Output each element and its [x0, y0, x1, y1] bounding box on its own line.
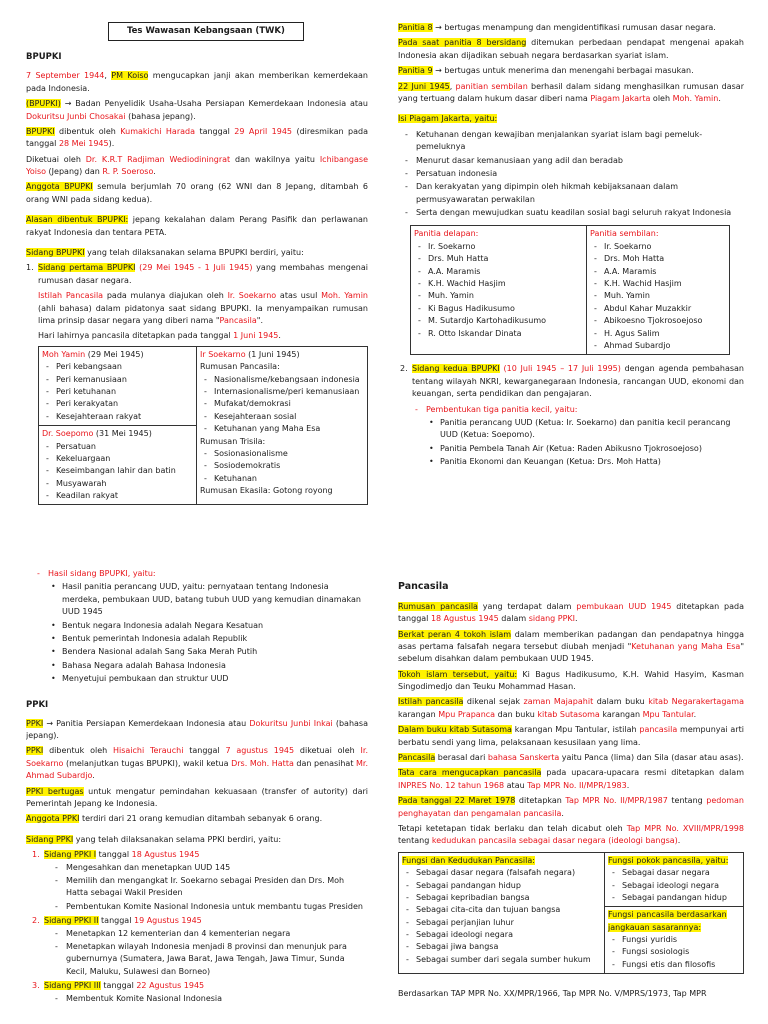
panitia-8-sidang: Pada saat panitia 8 bersidang ditemukan perbedaan pendapat mengenai apakah Indonesia akan dijadikan sebuah negara berdasarkan syariat islam.	[398, 38, 744, 60]
list-item: - Muh. Yamin	[604, 290, 726, 302]
list-item: - Pembentukan Komite Nasional Indonesia untuk membantu tugas Presiden	[66, 901, 368, 913]
list-item: - Sebagai dasar negara	[622, 867, 740, 879]
list-item: - Sosiodemokratis	[214, 460, 364, 472]
sidang-bpupki-1: 1. Sidang pertama BPUPKI (29 Mei 1945 - 1 Juli 1945) yang membahas mengenai rumusan dasar negara. Istilah Pancasila pada mulanya diajukan oleh Ir. Soekarno atas usul Moh. Yamin (ahli bahasa) dalam pidatonya saat sidang BPUPKI. Ia menyampaikan rumusan lima prinsip dasar negara yang diberi nama "Pancasila". Hari lahirnya pancasila ditetapkan pada tanggal 1 Juni 1945.	[38, 262, 368, 342]
list-item: - Persatuan indonesia	[416, 168, 744, 180]
ppki-para-2: PPKI dibentuk oleh Hisaichi Terauchi tanggal 7 agustus 1945 diketuai oleh Ir. Soekarno (melanjutkan tugas BPUPKI), wakil ketua Drs. Moh. Hatta dan penasihat Mr. Ahmad Subardjo.	[26, 746, 368, 781]
list-item: - Ki Bagus Hadikusumo	[428, 303, 583, 315]
sidang-ppki-1: 1. Sidang PPKI I tanggal 18 Agustus 1945 - Mengesahkan dan menetapkan UUD 145 - Memilih dan mengangkat Ir. Soekarno sebagai Presiden dan Drs. Moh Hatta sebagai Wakil Presiden - Pembentukan Komite Nasional Indonesia untuk membantu tugas Presiden	[44, 849, 368, 913]
list-item: • Panitia Ekonomi dan Keuangan (Ketua: Drs. Moh Hatta)	[440, 456, 744, 468]
pancasila-heading: Pancasila	[398, 581, 449, 592]
fungsi-jangkauan-list	[608, 934, 740, 971]
list-item: - Ahmad Subardjo	[604, 340, 726, 352]
isi-piagam-list	[398, 129, 744, 220]
panitia-delapan-cell: Panitia delapan: - Ir. Soekarno - Drs. Muh Hatta - A.A. Maramis - K.H. Wachid Hasjim - Muh. Yamin - Ki Bagus Hadikusumo - M. Sutardjo Kartohadikusumo - R. Otto Iskandar Dinata	[411, 226, 587, 355]
list-item: - Sebagai dasar negara (falsafah negara)	[416, 867, 601, 879]
bpupki-para-6: Alasan dibentuk BPUPKI: jepang kekalahan dalam Perang Pasifik dan perlawanan rakyat Indonesia dan tentara PETA.	[26, 215, 368, 237]
list-item: - Sosionasionalisme	[214, 448, 364, 460]
list-item: - Sebagai ideologi negara	[622, 880, 740, 892]
list-item: - H. Agus Salim	[604, 328, 726, 340]
page-top-left	[26, 22, 368, 530]
pancasila-q4: Istilah pancasila dikenal sejak zaman Majapahit dalam buku kitab Negarakertagama karangan Mpu Prapanca dan buku kitab Sutasoma karangan Mpu Tantular.	[398, 697, 744, 719]
page-title: Tes Wawasan Kebangsaan (TWK)	[108, 22, 304, 41]
list-item: - Drs. Moh Hatta	[604, 253, 726, 265]
list-item: - Sebagai sumber dari segala sumber hukum	[416, 954, 601, 966]
list-item: - Keadilan rakyat	[56, 490, 193, 502]
soekarno-pancasila-list	[200, 374, 364, 436]
list-item: - Menurut dasar kemanusiaan yang adil dan beradab	[416, 155, 744, 167]
soekarno-cell: Ir Soekarno (1 Juni 1945) Rumusan Pancasila: - Nasionalisme/kebangsaan indonesia - Internasionalisme/peri kemanusiaan - Mufakat/demokrasi - Kesejahteraan sosial - Ketuhanan yang Maha Esa Rumusan Trisila: - Sosionasionalisme - Sosiodemokratis - Ketuhanan Rumusan Ekasila: Gotong royong	[197, 346, 368, 505]
list-item: - K.H. Wachid Hasjim	[428, 278, 583, 290]
list-item: - Menetapkan wilayah Indonesia menjadi 8 provinsi dan menunjuk para gubernurnya (Sumatera, Jawa Barat, Jawa Tengah, Jawa Timur, Sunda Kecil, Maluku, Sulawesi dan Borneo)	[66, 941, 368, 978]
list-item: - Musyawarah	[56, 478, 193, 490]
list-item: • Bentuk pemerintah Indonesia adalah Republik	[62, 633, 368, 645]
panitia-9: Panitia 9 → bertugas untuk menerima dan menengahi berbagai masukan.	[398, 66, 694, 76]
list-item: • Bendera Nasional adalah Sang Saka Merah Putih	[62, 646, 368, 658]
list-item: • Menyetujui pembukaan dan struktur UUD	[62, 673, 368, 685]
list-item: - Internasionalisme/peri kemanusiaan	[214, 386, 364, 398]
list-item: - Sebagai cita-cita dan tujuan bangsa	[416, 904, 601, 916]
list-item: - Menetapkan 12 kementerian dan 4 kementerian negara	[66, 928, 368, 940]
list-item: - Ketuhanan dengan kewajiban menjalankan syariat islam bagi pemeluk-pemeluknya	[416, 129, 744, 154]
panitia-table	[410, 225, 730, 355]
list-item: - Serta dengan mewujudkan suatu keadilan sosial bagi seluruh rakyat Indonesia	[416, 207, 744, 219]
sidang-ppki-3: 3. Sidang PPKI III tanggal 22 Agustus 1945 - Membentuk Komite Nasional Indonesia	[44, 980, 368, 1005]
rumusan-table	[38, 346, 368, 506]
list-item: - Membentuk Komite Nasional Indonesia	[66, 993, 368, 1005]
list-item: • Hasil panitia perancang UUD, yaitu: pernyataan tentang Indonesia merdeka, pembukaan UUD, batang tubuh UUD yang kemudian dinamakan UUD 1945	[62, 581, 368, 618]
pancasila-q5: Dalam buku kitab Sutasoma karangan Mpu Tantular, istilah pancasila mempunyai arti berbatu sendi yang lima, pelaksanaan kesusilaan yang lima.	[398, 725, 744, 747]
istilah-pancasila: Istilah Pancasila pada mulanya diajukan oleh Ir. Soekarno atas usul Moh. Yamin (ahli bahasa) dalam pidatonya saat sidang BPUPKI. Ia menyampaikan rumusan lima prinsip dasar negara yang diberi nama "Pancasila".	[38, 291, 368, 325]
list-item: - Keseimbangan lahir dan batin	[56, 465, 193, 477]
pancasila-q2: Berkat peran 4 tokoh islam dalam memberikan padangan dan pendapatnya hingga asas pertama falsafah negara tersebut diubah menjadi "Ketuhanan yang Maha Esa" sebelum disahkan dalam pembukaan UUD 1945.	[398, 629, 744, 664]
list-item: - M. Sutardjo Kartohadikusumo	[428, 315, 583, 327]
hasil-sidang-list	[26, 581, 368, 685]
list-item: - Persatuan	[56, 441, 193, 453]
page-bottom-left	[26, 568, 368, 1024]
pancasila-q1: Rumusan pancasila yang terdapat dalam pembukaan UUD 1945 ditetapkan pada tanggal 18 Agustus 1945 dalam sidang PPKI.	[398, 601, 744, 624]
list-item: - Kesejahteraan sosial	[214, 411, 364, 423]
pancasila-q9: Tetapi ketetapan tidak berlaku dan telah dicabut oleh Tap MPR No. XVIII/MPR/1998 tentang kedudukan pancasila sebagai dasar negara (ideologi bangsa).	[398, 823, 744, 846]
bpupki-para-7: Sidang BPUPKI yang telah dilaksanakan selama BPUPKI berdiri, yaitu:	[26, 248, 304, 258]
list-item: - Ketuhanan yang Maha Esa	[214, 423, 364, 435]
pancasila-q3: Tokoh islam tersebut, yaitu: Ki Bagus Hadikusumo, K.H. Wahid Hasyim, Kasman Singodimedjo dan Teuku Mohammad Hasan.	[398, 669, 744, 692]
list-item: - Abikoesno Tjokrosoejoso	[604, 315, 726, 327]
list-item: - Sebagai jiwa bangsa	[416, 941, 601, 953]
list-item: • Bentuk negara Indonesia adalah Negara Kesatuan	[62, 620, 368, 632]
sidang-bpupki-list	[26, 262, 368, 342]
list-item: - Mengesahkan dan menetapkan UUD 145	[66, 862, 368, 874]
list-item: - Dan kerakyatan yang dipimpin oleh hikmah kebijaksanaan dalam permusyawaratan perwakilan	[416, 181, 744, 206]
list-item: - Mufakat/demokrasi	[214, 398, 364, 410]
fungsi-pokok-cell: Fungsi pokok pancasila, yaitu: - Sebagai dasar negara - Sebagai ideologi negara - Sebagai pandangan hidup	[605, 852, 744, 907]
list-item: - Drs. Muh Hatta	[428, 253, 583, 265]
list-item: - R. Otto Iskandar Dinata	[428, 328, 583, 340]
panitia-8: Panitia 8 → bertugas menampung dan mengidentifikasi rumusan dasar negara.	[398, 23, 716, 32]
list-item: - Ketuhanan	[214, 473, 364, 485]
page-top-right	[398, 22, 744, 530]
soekarno-trisila-list	[200, 448, 364, 485]
fungsi-kedudukan-list	[402, 867, 601, 966]
list-item: - Fungsi yuridis	[622, 934, 740, 946]
list-item: - Peri kerakyatan	[56, 398, 193, 410]
list-item: - Sebagai pandangan hidup	[416, 880, 601, 892]
ppki-para-5: Sidang PPKI yang telah dilaksanakan selama PPKI berdiri, yaitu:	[26, 834, 282, 844]
soepomo-cell: Dr. Soepomo (31 Mei 1945) - Persatuan - Kekeluargaan - Keseimbangan lahir dan batin - Musyawarah - Keadilan rakyat	[39, 426, 197, 505]
list-item: • Bahasa Negara adalah Bahasa Indonesia	[62, 660, 368, 672]
bpupki-para-5: Anggota BPUPKI semula berjumlah 70 orang (62 WNI dan 8 Jepang, ditambah 6 orang WNI pada sidang kedua).	[26, 182, 368, 204]
ppki-heading: PPKI	[26, 699, 49, 710]
list-item: - Peri kemanusiaan	[56, 374, 193, 386]
list-item: - A.A. Maramis	[604, 266, 726, 278]
sidang-ppki-list	[26, 849, 368, 1005]
panitia-delapan-list	[414, 241, 583, 340]
panitia-9-hasil: 22 Juni 1945, panitian sembilan berhasil dalam sidang menghasilkan rumusan dasar yang tertuang dalam hukum dasar diberi nama Piagam Jakarta oleh Moh. Yamin.	[398, 81, 744, 103]
bpupki-para-3: BPUPKI dibentuk oleh Kumakichi Harada tanggal 29 April 1945 (diresmikan pada tanggal 28 Mei 1945).	[26, 126, 368, 149]
bpupki-heading: BPUPKI	[26, 52, 62, 63]
list-item: - Ir. Soekarno	[428, 241, 583, 253]
list-item: - Sebagai kepribadian bangsa	[416, 892, 601, 904]
list-item: - Memilih dan mengangkat Ir. Soekarno sebagai Presiden dan Drs. Moh Hatta sebagai Wakil Presiden	[66, 875, 368, 900]
page-bottom-right	[398, 578, 744, 1024]
list-item: - Sebagai pandangan hidup	[622, 892, 740, 904]
yamin-list	[42, 361, 193, 423]
sidang-bpupki-list-2	[398, 363, 744, 400]
list-item: - K.H. Wachid Hasjim	[604, 278, 726, 290]
list-item: - Sebagai ideologi negara	[416, 929, 601, 941]
list-item: - Peri ketuhanan	[56, 386, 193, 398]
fungsi-pokok-list	[608, 867, 740, 904]
bpupki-para-4: Diketuai oleh Dr. K.R.T Radjiman Wediodiningrat dan wakilnya yaitu Ichibangase Yoiso (Jepang) dan R. P. Soeroso.	[26, 154, 368, 177]
hasil-label: - Hasil sidang BPUPKI, yaitu:	[26, 568, 368, 580]
fungsi-kedudukan-cell: Fungsi dan Kedudukan Pancasila: - Sebagai dasar negara (falsafah negara) - Sebagai pandangan hidup - Sebagai kepribadian bangsa - Sebagai cita-cita dan tujuan bangsa - Sebagai perjanjian luhur - Sebagai ideologi negara - Sebagai jiwa bangsa - Sebagai sumber dari segala sumber hukum	[399, 852, 605, 974]
list-item: - Kesejahteraan rakyat	[56, 411, 193, 423]
list-item: - Abdul Kahar Muzakkir	[604, 303, 726, 315]
list-item: - Kekeluargaan	[56, 453, 193, 465]
ppki-para-1: PPKI → Panitia Persiapan Kemerdekaan Indonesia atau Dokuritsu Junbi Inkai (bahasa jepang).	[26, 718, 368, 741]
fungsi-jangkauan-cell: Fungsi pancasila berdasarkan jangkauan sasarannya: - Fungsi yuridis - Fungsi sosiologis - Fungsi etis dan filosofis	[605, 907, 744, 974]
list-item: - A.A. Maramis	[428, 266, 583, 278]
isi-piagam-label: Isi Piagam Jakarta, yaitu:	[398, 114, 498, 124]
ppki-para-3: PPKI bertugas untuk mengatur pemindahan kekuasaan (transfer of autority) dari Pemerintah Jepang ke Indonesia.	[26, 786, 368, 809]
hari-lahir-pancasila: Hari lahirnya pancasila ditetapkan pada tanggal 1 Juni 1945.	[38, 331, 281, 341]
list-item: • Panitia perancang UUD (Ketua: Ir. Soekarno) dan panitia kecil perancang UUD (Ketua: Soepomo).	[440, 417, 744, 442]
pancasila-q6: Pancasila berasal dari bahasa Sanskerta yaitu Panca (lima) dan Sila (dasar atau asas).	[398, 753, 744, 763]
pancasila-q7: Tata cara mengucapkan pancasila pada upacara-upacara resmi ditetapkan dalam INPRES No. 12 tahun 1968 atau Tap MPR No. II/MPR/1983.	[398, 768, 744, 790]
sidang-bpupki-2: 2. Sidang kedua BPUPKI (10 Juli 1945 – 17 Juli 1995) dengan agenda pembahasan tentang wilayah NKRI, kewarganegaraan Indonesia, rancangan UUD, ekonomi dan keuangan, serta pendidikan dan pengajaran.	[400, 364, 744, 399]
list-item: - Fungsi etis dan filosofis	[622, 959, 740, 971]
panitia-sembilan-cell: Panitia sembilan: - Ir. Soekarno - Drs. Moh Hatta - A.A. Maramis - K.H. Wachid Hasjim - Muh. Yamin - Abdul Kahar Muzakkir - Abikoesno Tjokrosoejoso - H. Agus Salim - Ahmad Subardjo	[587, 226, 730, 355]
bpupki-para-1: 7 September 1944, PM Koiso mengucapkan janji akan memberikan kemerdekaan pada Indonesia.	[26, 71, 368, 93]
bottom-text: Berdasarkan TAP MPR No. XX/MPR/1966, Tap MPR No. V/MPRS/1973, Tap MPR	[398, 989, 707, 999]
panitia-kecil-label: - Pembentukan tiga panitia kecil, yaitu:	[398, 404, 744, 416]
list-item: - Sebagai perjanjian luhur	[416, 917, 601, 929]
bpupki-para-2: (BPUPKI) → Badan Penyelidik Usaha-Usaha Persiapan Kemerdekaan Indonesia atau Dokuritsu Junbi Chosakai (bahasa jepang).	[26, 99, 368, 121]
yamin-cell: Moh Yamin (29 Mei 1945) - Peri kebangsaan - Peri kemanusiaan - Peri ketuhanan - Peri kerakyatan - Kesejahteraan rakyat	[39, 346, 197, 425]
panitia-kecil-list	[398, 417, 744, 469]
soepomo-list	[42, 441, 193, 503]
sidang-ppki-2: 2. Sidang PPKI II tanggal 19 Agustus 1945 - Menetapkan 12 kementerian dan 4 kementerian negara - Menetapkan wilayah Indonesia menjadi 8 provinsi dan menunjuk para gubernurnya (Sumatera, Jawa Barat, Jawa Tengah, Jawa Timur, Sunda Kecil, Maluku, Sulawesi dan Borneo)	[44, 915, 368, 978]
list-item: - Fungsi sosiologis	[622, 946, 740, 958]
fungsi-table	[398, 852, 744, 975]
pancasila-q8: Pada tanggal 22 Maret 1978 ditetapkan Tap MPR No. II/MPR/1987 tentang pedoman penghayatan dan pengamalan pancasila.	[398, 796, 744, 818]
list-item: • Panitia Pembela Tanah Air (Ketua: Raden Abikusno Tjokrosoejoso)	[440, 443, 744, 455]
panitia-sembilan-list	[590, 241, 726, 353]
list-item: - Nasionalisme/kebangsaan indonesia	[214, 374, 364, 386]
list-item: - Ir. Soekarno	[604, 241, 726, 253]
ppki-para-4: Anggota PPKI terdiri dari 21 orang kemudian ditambah sebanyak 6 orang.	[26, 814, 323, 824]
list-item: - Peri kebangsaan	[56, 361, 193, 373]
list-item: - Muh. Yamin	[428, 290, 583, 302]
